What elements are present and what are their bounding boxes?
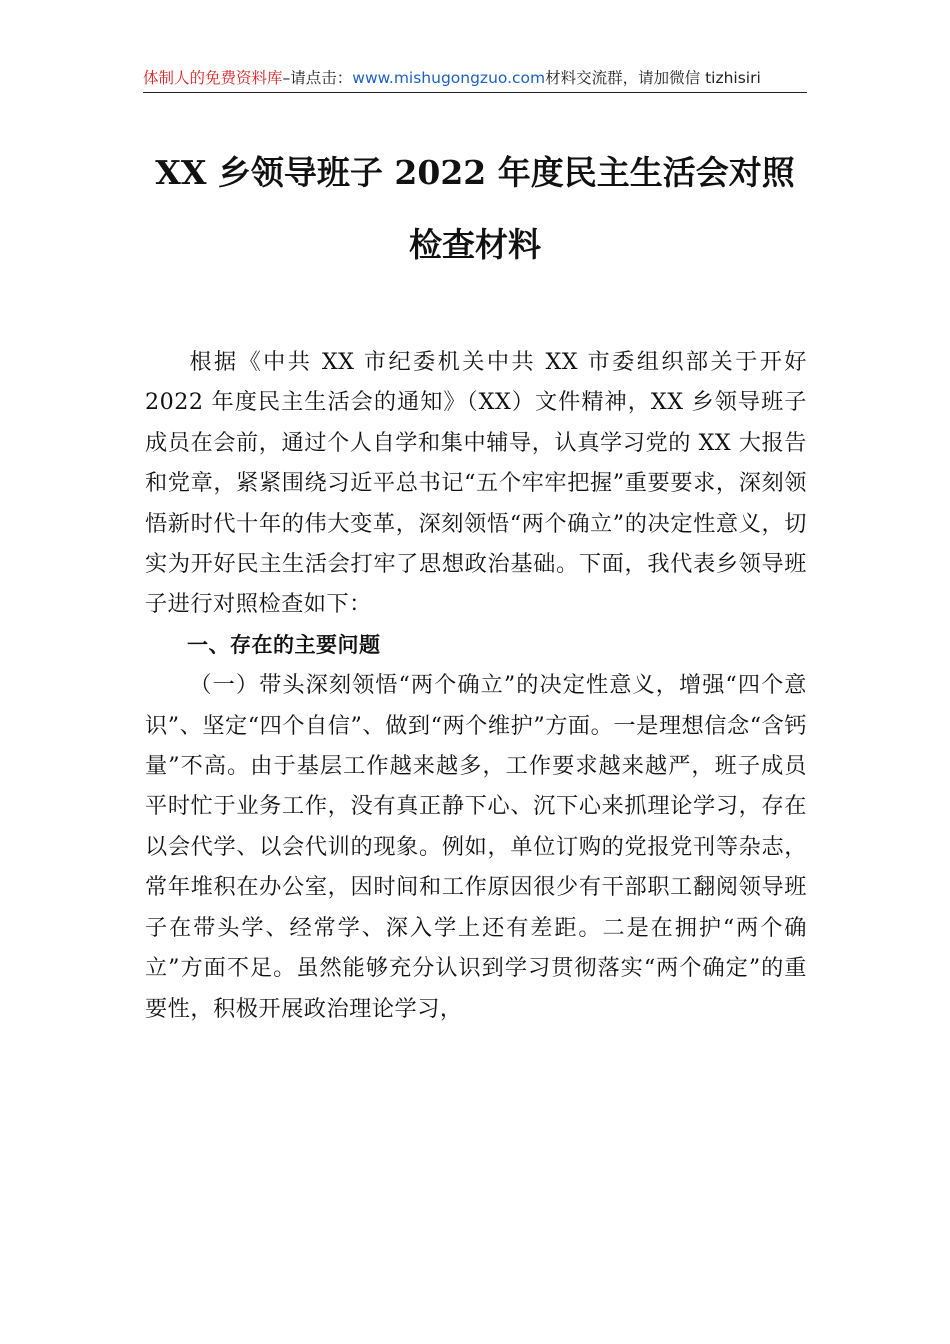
section-paragraph-1: （一）带头深刻领悟“两个确立”的决定性意义，增强“四个意识”、坚定“四个自信”、做到“两个维护”方面。一是理想信念“含钙量”不高。由于基层工作越来越多，工作要求越来越严，班子成员平时忙于业务工作，没有真正静下心、沉下心来抓理论学习，存在以会代学、以会代训的现象。例如，单位订购的党报党刊等杂志，常年堆积在办公室，因时间和工作原因很少有干部职工翻阅领导班子在带头学、经常学、深入学上还有差距。二是在拥护“两个确立”方面不足。虽然能够充分认识到学习贯彻落实“两个确定”的重要性，积极开展政治理论学习， bbox=[145, 672, 807, 1022]
document-body bbox=[145, 342, 807, 1029]
header-url-link[interactable]: www.mishugongzuo.com bbox=[352, 69, 546, 87]
document-title bbox=[143, 150, 807, 294]
document-title-line-2: 检查材料 bbox=[409, 225, 541, 264]
header-click-prompt: –请点击： bbox=[282, 69, 353, 87]
intro-paragraph: 根据《中共 XX 市纪委机关中共 XX 市委组织部关于开好 2022 年度民主生活会的通知》（XX）文件精神，XX 乡领导班子成员在会前，通过个人自学和集中辅导，认真学习党的 XX 大报告和党章，紧紧围绕习近平总书记“五个牢牢把握”重要要求，深刻领悟新时代十年的伟大变革，深刻领悟“两个确立”的决定性意义，切实为开好民主生活会打牢了思想政治基础。下面，我代表乡领导班子进行对照检查如下： bbox=[145, 349, 807, 618]
header-site-name: 体制人的免费资料库 bbox=[143, 69, 283, 87]
document-title-line-1: XX 乡领导班子 2022 年度民主生活会对照 bbox=[155, 153, 795, 192]
header-wechat-note: 材料交流群，请加微信 tizhisiri bbox=[545, 69, 761, 87]
section-heading-problems: 一、存在的主要问题 bbox=[187, 632, 381, 657]
header-bar bbox=[143, 66, 807, 93]
